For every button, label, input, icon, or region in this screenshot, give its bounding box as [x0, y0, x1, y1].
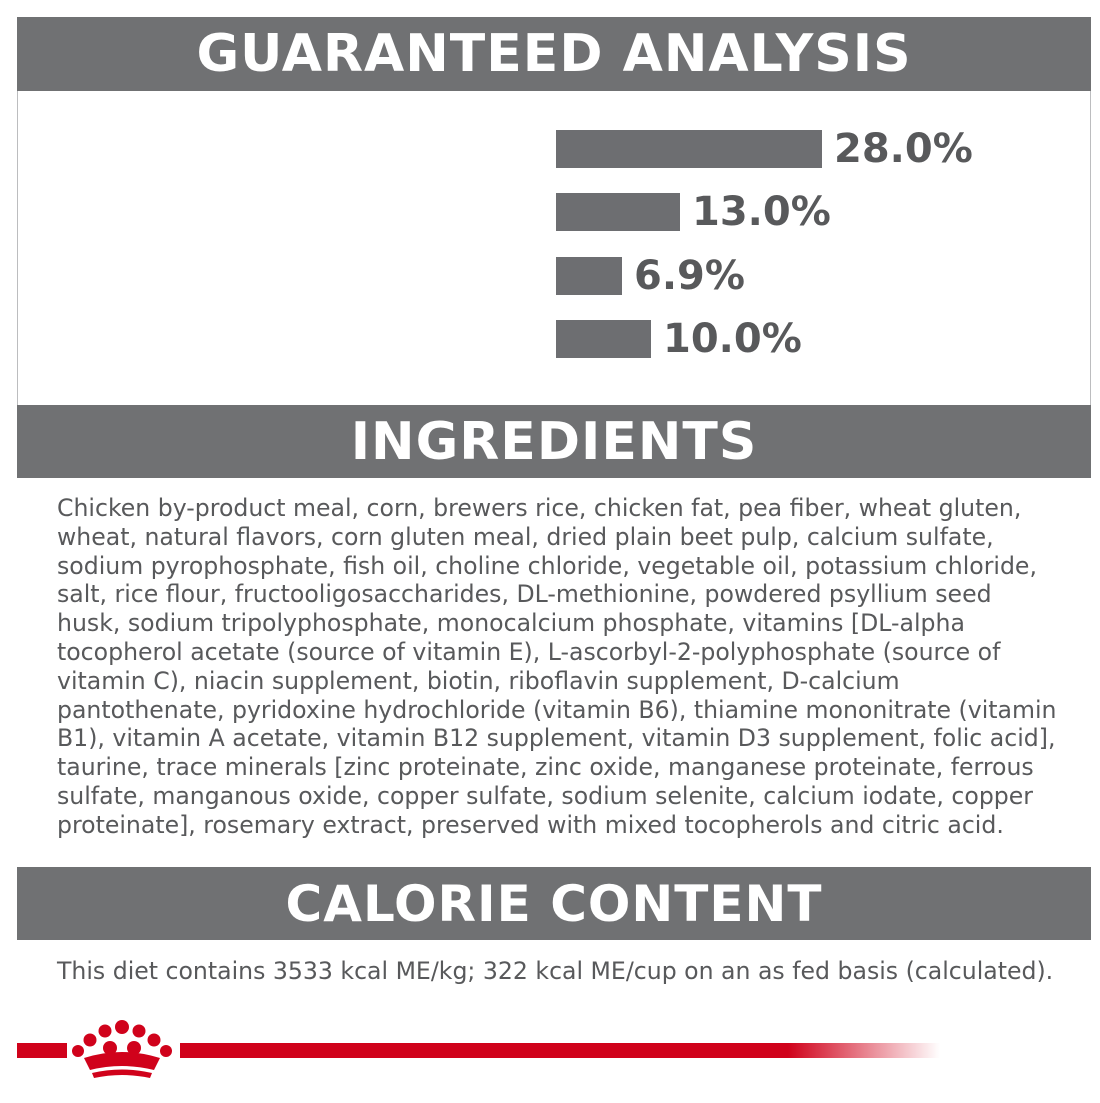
ingredients-title: INGREDIENTS	[350, 411, 758, 472]
brand-line-right	[180, 1043, 940, 1058]
calorie-content-text: This diet contains 3533 kcal ME/kg; 322 kcal ME/cup on an as fed basis (calculated).	[57, 957, 1054, 985]
left-border	[17, 91, 18, 405]
analysis-value: 28.0%	[834, 126, 973, 172]
guaranteed-analysis-title: GUARANTEED ANALYSIS	[196, 24, 912, 84]
analysis-value: 10.0%	[663, 316, 802, 362]
calorie-content-header	[17, 867, 1091, 940]
analysis-bar	[556, 320, 651, 358]
analysis-value: 6.9%	[634, 253, 745, 299]
analysis-bar	[556, 193, 680, 231]
calorie-content-title: CALORIE CONTENT	[285, 874, 823, 933]
right-border	[1090, 91, 1091, 405]
ingredients-text: Chicken by-product meal, corn, brewers rice, chicken fat, pea fiber, wheat gluten, wheat, natural flavors, corn gluten meal, dried plain beet pulp, calcium sulfate, sodium pyrophosphate, fish oil, choline chloride, vegetable oil, potassium chloride, salt, rice flour, fructooligosaccharides, DL-methionine, powdered psyllium seed husk, sodium tripolyphosphate, monocalcium phosphate, vitamins [DL-alpha tocopherol acetate (source of vitamin E), L-ascorbyl-2-polyphosphate (source of vitamin C), niacin supplement, biotin, riboflavin supplement, D-calcium pantothenate, pyridoxine hydrochloride (vitamin B6), thiamine mononitrate (vitamin B1), vitamin A acetate, vitamin B12 supplement, vitamin D3 supplement, folic acid], taurine, trace minerals [zinc proteinate, zinc oxide, manganese proteinate, ferrous sulfate, manganous oxide, copper sulfate, sodium selenite, calcium iodate, copper proteinate], rosemary extract, preserved with mixed tocopherols and citric acid.	[57, 494, 1057, 839]
guaranteed-analysis-header	[17, 17, 1091, 91]
brand-line-left	[17, 1043, 67, 1058]
crown-icon	[70, 1018, 174, 1082]
ingredients-header	[17, 405, 1091, 478]
analysis-bar	[556, 257, 622, 295]
analysis-value: 13.0%	[692, 189, 831, 235]
analysis-bar	[556, 130, 822, 168]
